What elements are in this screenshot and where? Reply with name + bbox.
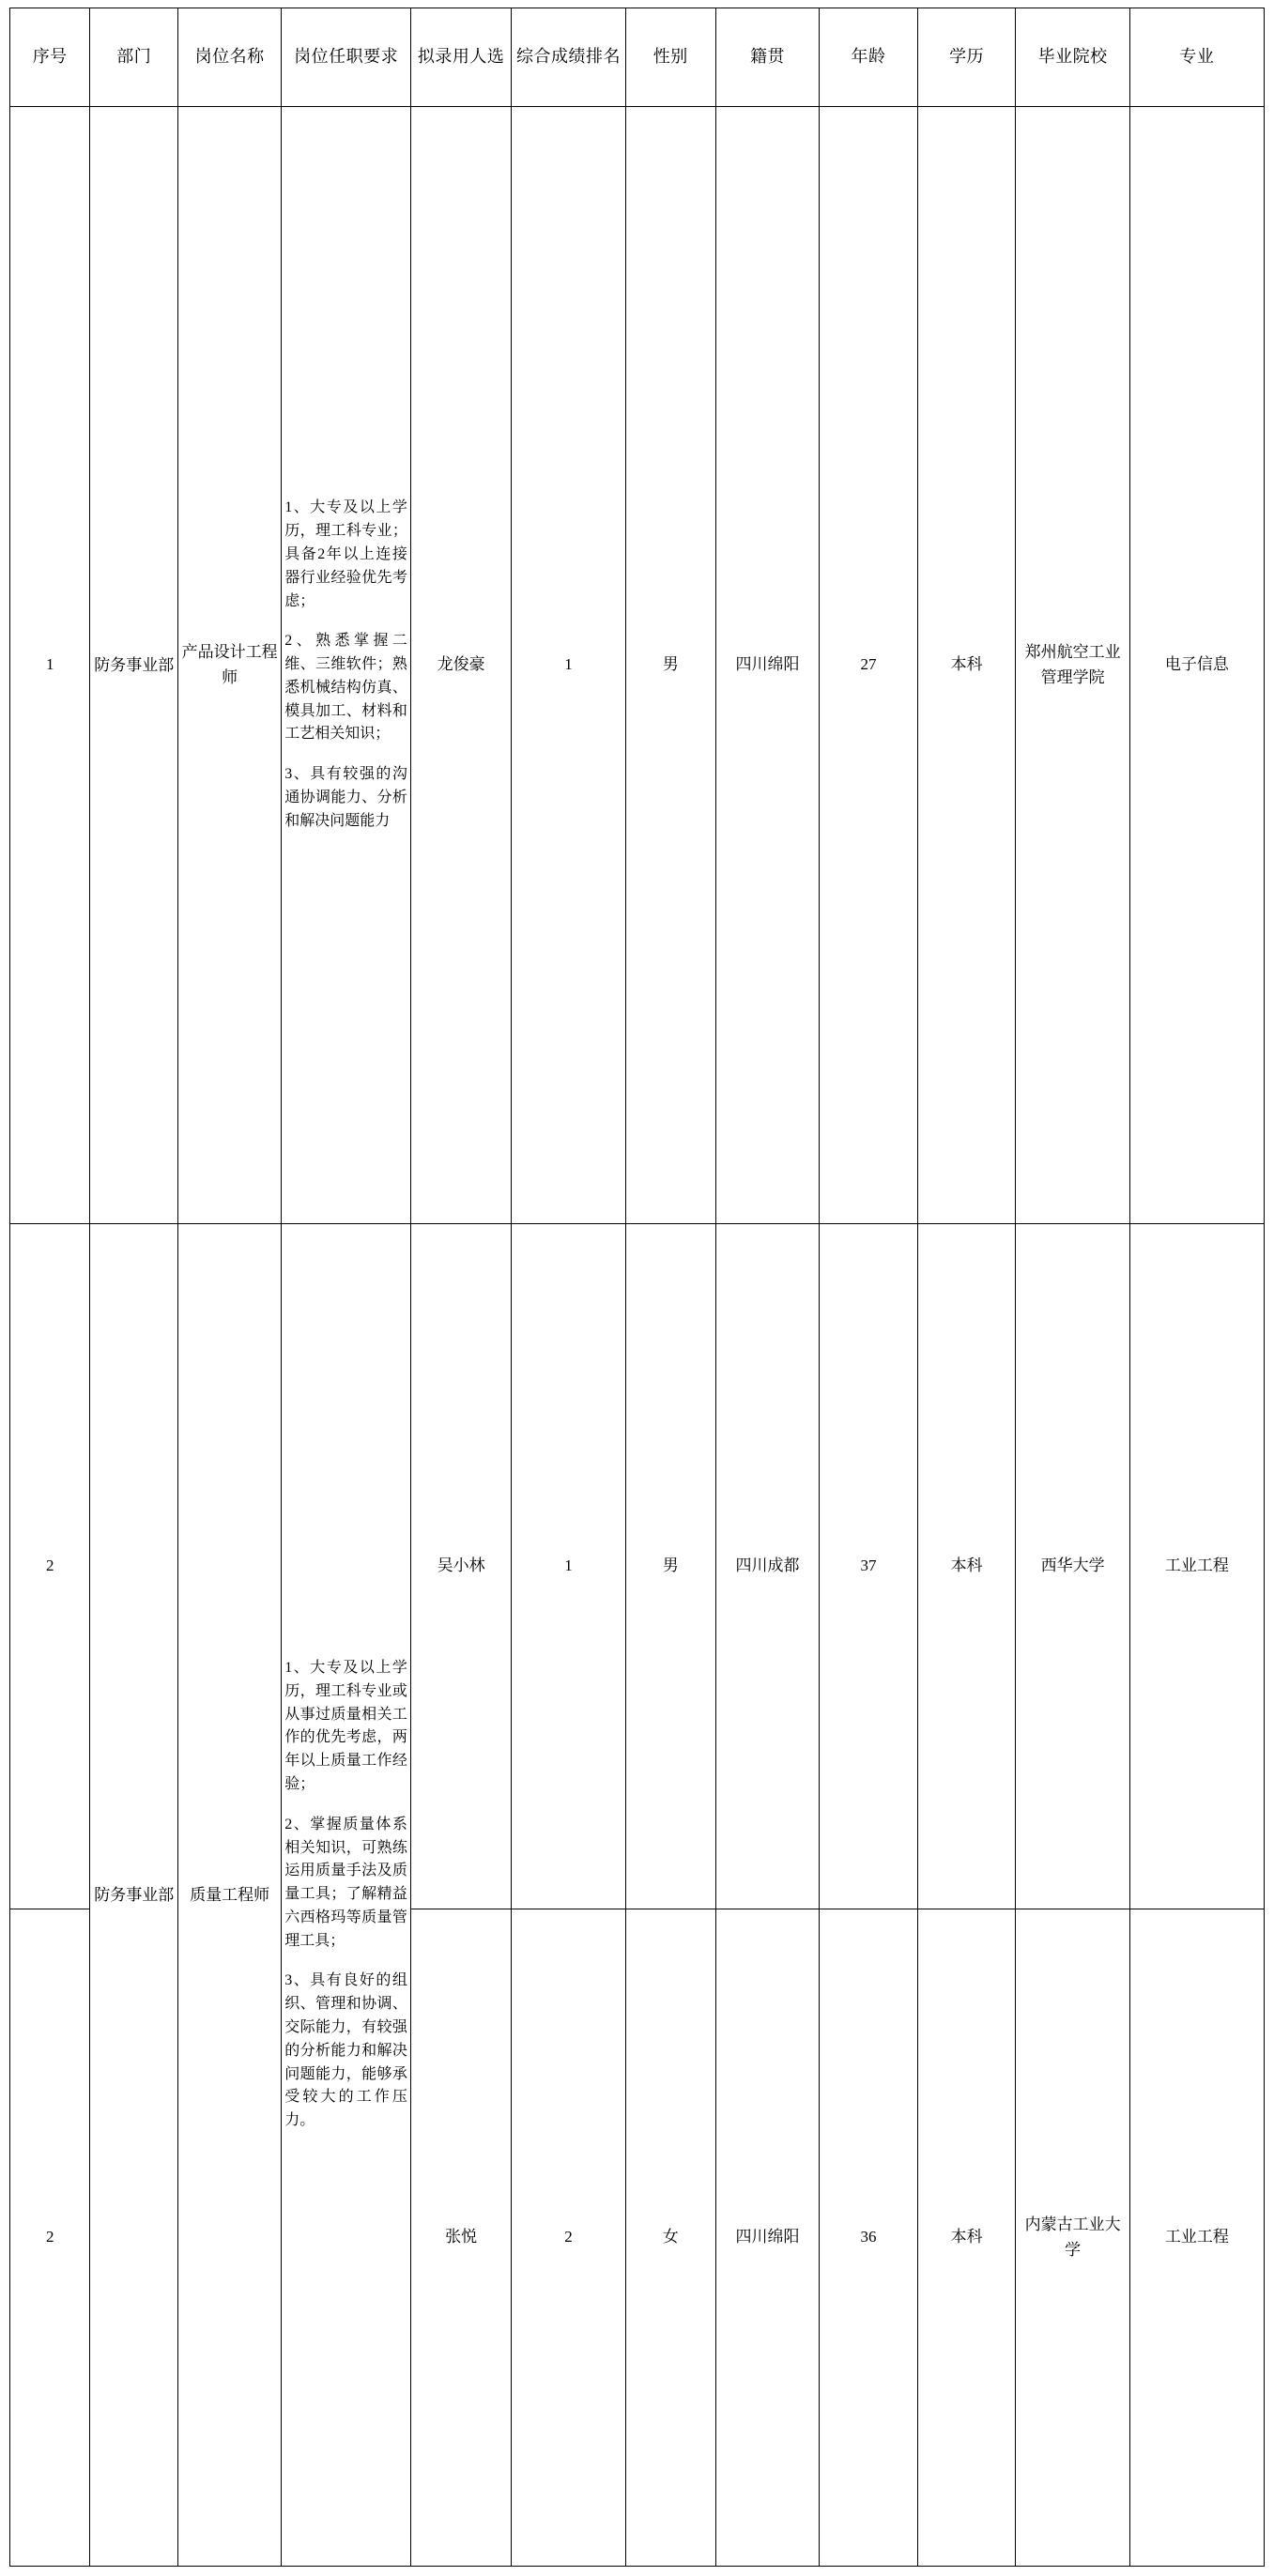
cell-dept-label: 防务事业部	[94, 655, 175, 674]
cell-post	[178, 107, 282, 1224]
cell-education: 本科	[917, 1909, 1016, 2567]
cell-seq: 2	[10, 1224, 90, 1909]
cell-major	[1129, 1224, 1264, 1909]
cell-age: 36	[820, 1909, 918, 2567]
header-major: 专业	[1129, 8, 1264, 107]
cell-gender: 男	[625, 107, 715, 1224]
cell-school-label: 西华大学	[1040, 1556, 1105, 1575]
cell-rank: 1	[512, 1224, 625, 1909]
cell-requirements	[282, 107, 411, 1224]
cell-candidate: 龙俊豪	[410, 107, 511, 1224]
requirement-item: 3、具有较强的沟通协调能力、分析和解决问题能力	[284, 766, 407, 829]
cell-seq: 2	[10, 1909, 90, 2567]
header-requirements	[282, 8, 411, 107]
cell-school-label: 郑州航空工业管理学院	[1024, 643, 1121, 686]
requirement-item: 3、具有良好的组织、管理和协调、交际能力，有较强的分析能力和解决问题能力，能够承受较大的工作压力。	[284, 1972, 407, 2129]
header-requirements-label: 岗位任职要求	[294, 47, 399, 67]
cell-native-place	[715, 1224, 819, 1909]
requirement-item: 1、大专及以上学历，理工科专业；具备2年以上连接器行业经验优先考虑；	[284, 499, 407, 609]
table-row	[10, 107, 1265, 1224]
cell-major	[1129, 107, 1264, 1224]
cell-candidate: 吴小林	[410, 1224, 511, 1909]
header-rank	[512, 8, 625, 107]
cell-native-place-label: 四川绵阳	[735, 2228, 800, 2246]
cell-dept	[90, 107, 178, 1224]
table-body	[10, 107, 1265, 2567]
table-header-row	[10, 8, 1265, 107]
cell-native-place	[715, 107, 819, 1224]
requirement-item: 2、掌握质量体系相关知识，可熟练运用质量手法及质量工具；了解精益六西格玛等质量管理工具；	[284, 1816, 407, 1949]
cell-gender: 男	[625, 1224, 715, 1909]
requirement-item: 1、大专及以上学历，理工科专业或从事过质量相关工作的优先考虑，两年以上质量工作经验；	[284, 1659, 407, 1792]
cell-native-place-label: 四川成都	[735, 1556, 800, 1575]
cell-candidate: 张悦	[410, 1909, 511, 2567]
header-education: 学历	[917, 8, 1016, 107]
cell-native-place-label: 四川绵阳	[735, 655, 800, 674]
cell-post-label: 产品设计工程师	[181, 643, 278, 687]
cell-age: 37	[820, 1224, 918, 1909]
cell-school-label: 内蒙古工业大学	[1024, 2216, 1121, 2259]
cell-education: 本科	[917, 1224, 1016, 1909]
cell-major-label: 工业工程	[1164, 1556, 1229, 1575]
table-row	[10, 1224, 1265, 1909]
header-candidate	[410, 8, 511, 107]
cell-post	[178, 1224, 282, 2567]
table-header	[10, 8, 1265, 107]
header-rank-label: 综合成绩排名	[515, 47, 621, 67]
cell-education: 本科	[917, 107, 1016, 1224]
header-school	[1016, 8, 1129, 107]
cell-school	[1016, 1909, 1129, 2567]
header-native-place: 籍贯	[715, 8, 819, 107]
header-candidate-label: 拟录用人选	[417, 47, 505, 67]
header-age: 年龄	[820, 8, 918, 107]
cell-dept-label: 防务事业部	[94, 1885, 175, 1904]
header-seq: 序号	[10, 8, 90, 107]
cell-gender: 女	[625, 1909, 715, 2567]
cell-major	[1129, 1909, 1264, 2567]
cell-school	[1016, 1224, 1129, 1909]
cell-requirements	[282, 1224, 411, 2567]
cell-rank: 2	[512, 1909, 625, 2567]
cell-dept	[90, 1224, 178, 2567]
header-school-label: 毕业院校	[1037, 47, 1108, 67]
header-dept: 部门	[90, 8, 178, 107]
header-post-label: 岗位名称	[194, 47, 265, 67]
cell-rank: 1	[512, 107, 625, 1224]
header-post	[178, 8, 282, 107]
header-gender: 性别	[625, 8, 715, 107]
cell-age: 27	[820, 107, 918, 1224]
cell-major-label: 工业工程	[1164, 2228, 1229, 2246]
requirement-item: 2、熟悉掌握二维、三维软件；熟悉机械结构仿真、模具加工、材料和工艺相关知识；	[284, 633, 407, 743]
cell-seq: 1	[10, 107, 90, 1224]
cell-post-label: 质量工程师	[190, 1885, 270, 1904]
cell-school	[1016, 107, 1129, 1224]
cell-major-label: 电子信息	[1164, 655, 1229, 674]
recruitment-table	[9, 8, 1265, 2567]
cell-native-place	[715, 1909, 819, 2567]
